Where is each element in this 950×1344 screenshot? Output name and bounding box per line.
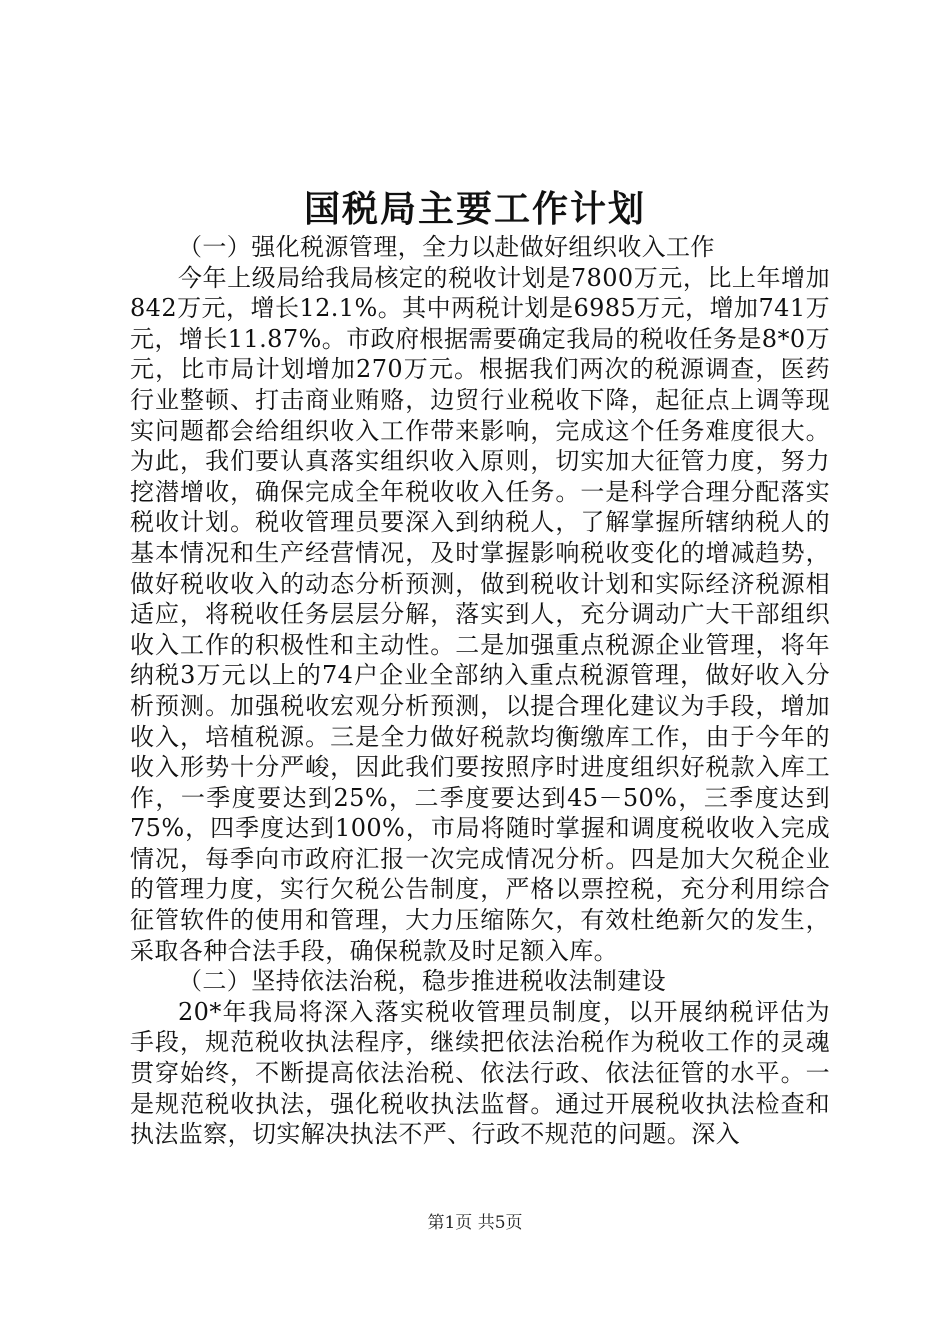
section-heading-1: （一）强化税源管理，全力以赴做好组织收入工作 bbox=[178, 233, 715, 261]
document-body bbox=[130, 232, 830, 1150]
section-paragraph-1: 今年上级局给我局核定的税收计划是7800万元，比上年增加842万元，增长12.1%。其中两税计划是6985万元，增加741万元，增长11.87%。市政府根据需要确定我局的税收任务是8*0万元，比市局计划增加270万元。根据我们两次的税源调查，医药行业整顿、打击商业贿赂，边贸行业税收下降，起征点上调等现实问题都会给组织收入工作带来影响，完成这个任务难度很大。为此，我们要认真落实组织收入原则，切实加大征管力度，努力挖潜增收，确保完成全年税收收入任务。一是科学合理分配落实税收计划。税收管理员要深入到纳税人，了解掌握所辖纳税人的基本情况和生产经营情况，及时掌握影响税收变化的增减趋势，做好税收收入的动态分析预测，做到税收计划和实际经济税源相适应，将税收任务层层分解，落实到人，充分调动广大干部组织收入工作的积极性和主动性。二是加强重点税源企业管理，将年纳税3万元以上的74户企业全部纳入重点税源管理，做好收入分析预测。加强税收宏观分析预测，以提合理化建议为手段，增加收入，培植税源。三是全力做好税款均衡缴库工作，由于今年的收入形势十分严峻，因此我们要按照序时进度组织好税款入库工作，一季度要达到25%，二季度要达到45－50%，三季度达到75%，四季度达到100%，市局将随时掌握和调度税收收入完成情况，每季向市政府汇报一次完成情况分析。四是加大欠税企业的管理力度，实行欠税公告制度，严格以票控税，充分利用综合征管软件的使用和管理，大力压缩陈欠，有效杜绝新欠的发生，采取各种合法手段，确保税款及时足额入库。 bbox=[130, 263, 830, 965]
page-number-footer: 第1页 共5页 bbox=[427, 1213, 523, 1233]
document-title: 国税局主要工作计划 bbox=[303, 188, 646, 230]
section-heading-2: （二）坚持依法治税，稳步推进税收法制建设 bbox=[178, 967, 666, 996]
section-paragraph-2: 20*年我局将深入落实税收管理员制度，以开展纳税评估为手段，规范税收执法程序，继续把依法治税作为税收工作的灵魂贯穿始终，不断提高依法治税、依法行政、依法征管的水平。一是规范税收执法，强化税收执法监督。通过开展税收执法检查和执法监察，切实解决执法不严、行政不规范的问题。深入 bbox=[130, 997, 830, 1149]
